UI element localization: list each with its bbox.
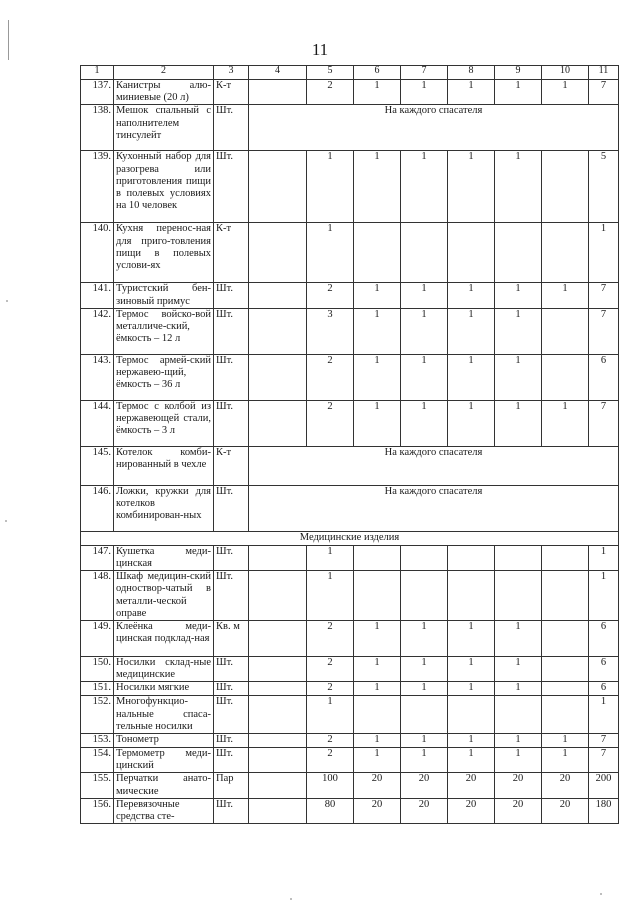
column-header: 1 <box>81 66 114 80</box>
quantity-cell: 1 <box>448 682 495 696</box>
item-unit: Шт. <box>214 485 249 531</box>
item-unit: К-т <box>214 80 249 105</box>
quantity-cell: 1 <box>401 151 448 223</box>
quantity-cell: 1 <box>401 734 448 748</box>
item-unit: Шт. <box>214 105 249 151</box>
quantity-cell <box>249 223 307 283</box>
table-row <box>81 446 619 485</box>
column-header: 7 <box>401 66 448 80</box>
quantity-cell: 180 <box>589 798 619 823</box>
item-name: Перчатки анато-мические <box>114 773 214 798</box>
item-unit: Пар <box>214 773 249 798</box>
quantity-cell <box>401 223 448 283</box>
quantity-cell: 2 <box>307 80 354 105</box>
quantity-cell: 2 <box>307 748 354 773</box>
column-header: 4 <box>249 66 307 80</box>
row-number: 145. <box>81 446 114 485</box>
quantity-cell: 5 <box>589 151 619 223</box>
quantity-cell: 20 <box>354 773 401 798</box>
table-row <box>81 354 619 400</box>
row-number: 146. <box>81 485 114 531</box>
quantity-cell <box>495 696 542 734</box>
quantity-cell <box>401 545 448 570</box>
row-number: 156. <box>81 798 114 823</box>
table-row <box>81 657 619 682</box>
scan-speck <box>600 893 602 895</box>
item-name: Термос войско-вой металличе-ский, ёмкость – 12 л <box>114 308 214 354</box>
quantity-cell: 1 <box>495 748 542 773</box>
quantity-cell: 1 <box>354 308 401 354</box>
table-row <box>81 545 619 570</box>
quantity-cell: 1 <box>448 283 495 308</box>
row-number: 144. <box>81 400 114 446</box>
table-row <box>81 400 619 446</box>
quantity-cell <box>448 571 495 621</box>
row-number: 149. <box>81 621 114 657</box>
item-name: Шкаф медицин-ский одноствор-чатый в металли-ческой оправе <box>114 571 214 621</box>
item-name: Кухня перенос-ная для приго-товления пищи в полевых услови-ях <box>114 223 214 283</box>
quantity-cell <box>249 798 307 823</box>
table-row <box>81 798 619 823</box>
row-number: 150. <box>81 657 114 682</box>
quantity-cell: 1 <box>448 308 495 354</box>
quantity-cell: 1 <box>589 696 619 734</box>
quantity-cell <box>401 571 448 621</box>
table-row <box>81 696 619 734</box>
quantity-cell <box>495 223 542 283</box>
quantity-cell: 1 <box>448 400 495 446</box>
quantity-cell: 1 <box>354 621 401 657</box>
item-unit: Шт. <box>214 571 249 621</box>
quantity-cell: 1 <box>307 696 354 734</box>
table-row <box>81 105 619 151</box>
quantity-cell <box>354 545 401 570</box>
item-name: Кушетка меди-цинская <box>114 545 214 570</box>
item-unit: К-т <box>214 223 249 283</box>
quantity-cell <box>448 223 495 283</box>
item-name: Клеёнка меди-цинская подклад-ная <box>114 621 214 657</box>
quantity-cell: 1 <box>307 545 354 570</box>
quantity-cell: 7 <box>589 283 619 308</box>
table-row <box>81 734 619 748</box>
quantity-cell: 1 <box>401 621 448 657</box>
quantity-cell: 20 <box>542 798 589 823</box>
column-header: 6 <box>354 66 401 80</box>
quantity-cell <box>542 223 589 283</box>
quantity-cell: 1 <box>401 283 448 308</box>
quantity-cell: 1 <box>495 621 542 657</box>
item-unit: Шт. <box>214 151 249 223</box>
table-row <box>81 308 619 354</box>
quantity-cell <box>495 571 542 621</box>
quantity-cell: 1 <box>354 734 401 748</box>
table-row <box>81 571 619 621</box>
quantity-cell: 2 <box>307 400 354 446</box>
item-name: Перевязочные средства сте- <box>114 798 214 823</box>
quantity-cell <box>448 696 495 734</box>
row-number: 148. <box>81 571 114 621</box>
column-header: 3 <box>214 66 249 80</box>
quantity-cell: 7 <box>589 400 619 446</box>
item-name: Туристский бен-зиновый примус <box>114 283 214 308</box>
quantity-cell: 1 <box>354 80 401 105</box>
quantity-cell: 1 <box>401 748 448 773</box>
item-unit: Шт. <box>214 798 249 823</box>
quantity-cell: 6 <box>589 682 619 696</box>
column-header: 10 <box>542 66 589 80</box>
quantity-cell: 20 <box>495 798 542 823</box>
item-unit: Шт. <box>214 748 249 773</box>
header-row <box>81 66 619 80</box>
quantity-cell: 6 <box>589 354 619 400</box>
quantity-cell <box>249 308 307 354</box>
quantity-cell <box>354 571 401 621</box>
quantity-cell <box>249 657 307 682</box>
item-name: Мешок спальный с наполнителем тинсулейт <box>114 105 214 151</box>
quantity-cell: 20 <box>448 798 495 823</box>
column-header: 11 <box>589 66 619 80</box>
quantity-cell: 2 <box>307 657 354 682</box>
quantity-cell <box>249 151 307 223</box>
quantity-cell <box>249 400 307 446</box>
quantity-cell: 1 <box>542 748 589 773</box>
quantity-cell: 1 <box>401 308 448 354</box>
row-number: 140. <box>81 223 114 283</box>
item-unit: Шт. <box>214 354 249 400</box>
quantity-cell <box>249 682 307 696</box>
row-number: 139. <box>81 151 114 223</box>
quantity-cell: 20 <box>495 773 542 798</box>
quantity-cell: 7 <box>589 734 619 748</box>
quantity-cell: 20 <box>448 773 495 798</box>
quantity-cell: 1 <box>542 734 589 748</box>
table-row <box>81 682 619 696</box>
item-unit: Шт. <box>214 308 249 354</box>
row-number: 155. <box>81 773 114 798</box>
quantity-cell: 20 <box>401 773 448 798</box>
quantity-cell: 1 <box>495 80 542 105</box>
column-header: 8 <box>448 66 495 80</box>
table-row <box>81 773 619 798</box>
row-number: 152. <box>81 696 114 734</box>
quantity-cell: 1 <box>542 80 589 105</box>
quantity-cell: 1 <box>448 621 495 657</box>
row-number: 137. <box>81 80 114 105</box>
table-row <box>81 485 619 531</box>
row-number: 147. <box>81 545 114 570</box>
quantity-cell: 1 <box>495 657 542 682</box>
quantity-cell: 80 <box>307 798 354 823</box>
allocation-note: На каждого спасателя <box>249 105 619 151</box>
quantity-cell: 1 <box>495 354 542 400</box>
quantity-cell: 2 <box>307 283 354 308</box>
row-number: 143. <box>81 354 114 400</box>
quantity-cell: 1 <box>401 682 448 696</box>
quantity-cell <box>249 748 307 773</box>
quantity-cell: 20 <box>354 798 401 823</box>
item-unit: Шт. <box>214 657 249 682</box>
quantity-cell <box>249 80 307 105</box>
quantity-cell: 200 <box>589 773 619 798</box>
quantity-cell: 7 <box>589 748 619 773</box>
quantity-cell: 20 <box>401 798 448 823</box>
quantity-cell <box>542 682 589 696</box>
quantity-cell: 1 <box>495 151 542 223</box>
quantity-cell: 7 <box>589 308 619 354</box>
row-number: 154. <box>81 748 114 773</box>
quantity-cell: 1 <box>354 400 401 446</box>
quantity-cell: 1 <box>448 748 495 773</box>
binding-mark <box>8 20 9 60</box>
quantity-cell: 1 <box>542 283 589 308</box>
quantity-cell: 2 <box>307 682 354 696</box>
quantity-cell: 1 <box>354 354 401 400</box>
quantity-cell: 2 <box>307 354 354 400</box>
item-name: Термос с колбой из нержавеющей стали, ёмкость – 3 л <box>114 400 214 446</box>
item-unit: Шт. <box>214 734 249 748</box>
quantity-cell: 1 <box>401 80 448 105</box>
row-number: 142. <box>81 308 114 354</box>
quantity-cell <box>401 696 448 734</box>
table-row <box>81 151 619 223</box>
item-name: Термос армей-ский нержавею-щий, ёмкость – 36 л <box>114 354 214 400</box>
row-number: 138. <box>81 105 114 151</box>
row-number: 141. <box>81 283 114 308</box>
quantity-cell: 1 <box>589 223 619 283</box>
item-name: Носилки склад-ные медицинские <box>114 657 214 682</box>
item-unit: К-т <box>214 446 249 485</box>
quantity-cell: 1 <box>448 354 495 400</box>
quantity-cell: 2 <box>307 621 354 657</box>
quantity-cell: 1 <box>495 283 542 308</box>
quantity-cell <box>542 151 589 223</box>
quantity-cell: 20 <box>542 773 589 798</box>
quantity-cell: 1 <box>354 283 401 308</box>
quantity-cell: 1 <box>401 354 448 400</box>
quantity-cell: 1 <box>495 308 542 354</box>
column-header: 5 <box>307 66 354 80</box>
quantity-cell: 1 <box>495 682 542 696</box>
item-name: Многофункцио-нальные спаса-тельные носилки <box>114 696 214 734</box>
column-header: 2 <box>114 66 214 80</box>
item-unit: Шт. <box>214 545 249 570</box>
quantity-cell <box>495 545 542 570</box>
quantity-cell <box>542 657 589 682</box>
quantity-cell: 100 <box>307 773 354 798</box>
quantity-cell <box>354 696 401 734</box>
quantity-cell: 1 <box>495 400 542 446</box>
item-name: Термометр меди-цинский <box>114 748 214 773</box>
item-name: Ложки, кружки для котелков комбинирован-ных <box>114 485 214 531</box>
item-unit: Кв. м <box>214 621 249 657</box>
quantity-cell: 1 <box>448 657 495 682</box>
item-name: Носилки мягкие <box>114 682 214 696</box>
quantity-cell <box>249 545 307 570</box>
table-row <box>81 748 619 773</box>
quantity-cell <box>448 545 495 570</box>
quantity-cell: 3 <box>307 308 354 354</box>
quantity-cell <box>249 621 307 657</box>
quantity-cell: 1 <box>354 682 401 696</box>
row-number: 153. <box>81 734 114 748</box>
quantity-cell <box>249 696 307 734</box>
quantity-cell <box>249 571 307 621</box>
quantity-cell <box>249 734 307 748</box>
quantity-cell: 1 <box>354 657 401 682</box>
quantity-cell <box>249 773 307 798</box>
table-row <box>81 283 619 308</box>
item-name: Кухонный набор для разогрева или приготовления пищи в полевых условиях на 10 человек <box>114 151 214 223</box>
quantity-cell <box>542 545 589 570</box>
page-number: 11 <box>311 40 329 59</box>
item-name: Тонометр <box>114 734 214 748</box>
scan-speck <box>5 520 7 522</box>
equipment-table <box>80 65 619 824</box>
quantity-cell: 1 <box>307 223 354 283</box>
item-unit: Шт. <box>214 682 249 696</box>
quantity-cell: 1 <box>307 571 354 621</box>
quantity-cell <box>249 354 307 400</box>
quantity-cell: 1 <box>307 151 354 223</box>
table-row <box>81 223 619 283</box>
item-name: Канистры алю-миниевые (20 л) <box>114 80 214 105</box>
quantity-cell: 2 <box>307 734 354 748</box>
quantity-cell <box>542 354 589 400</box>
quantity-cell: 1 <box>542 400 589 446</box>
column-header: 9 <box>495 66 542 80</box>
quantity-cell: 1 <box>589 545 619 570</box>
quantity-cell <box>542 571 589 621</box>
quantity-cell: 1 <box>401 657 448 682</box>
quantity-cell <box>354 223 401 283</box>
section-title: Медицинские изделия <box>81 531 619 545</box>
item-name: Котелок комби-нированный в чехле <box>114 446 214 485</box>
quantity-cell: 1 <box>448 734 495 748</box>
quantity-cell: 1 <box>589 571 619 621</box>
table-row <box>81 80 619 105</box>
allocation-note: На каждого спасателя <box>249 446 619 485</box>
quantity-cell: 1 <box>354 748 401 773</box>
item-unit: Шт. <box>214 696 249 734</box>
table-row <box>81 621 619 657</box>
quantity-cell: 6 <box>589 657 619 682</box>
quantity-cell <box>542 308 589 354</box>
quantity-cell: 7 <box>589 80 619 105</box>
quantity-cell <box>542 621 589 657</box>
section-row <box>81 531 619 545</box>
allocation-note: На каждого спасателя <box>249 485 619 531</box>
quantity-cell <box>249 283 307 308</box>
scan-speck <box>6 300 8 302</box>
item-unit: Шт. <box>214 400 249 446</box>
quantity-cell: 1 <box>354 151 401 223</box>
item-unit: Шт. <box>214 283 249 308</box>
quantity-cell: 6 <box>589 621 619 657</box>
row-number: 151. <box>81 682 114 696</box>
quantity-cell: 1 <box>448 80 495 105</box>
quantity-cell <box>542 696 589 734</box>
quantity-cell: 1 <box>401 400 448 446</box>
quantity-cell: 1 <box>495 734 542 748</box>
quantity-cell: 1 <box>448 151 495 223</box>
scan-speck <box>290 898 292 900</box>
